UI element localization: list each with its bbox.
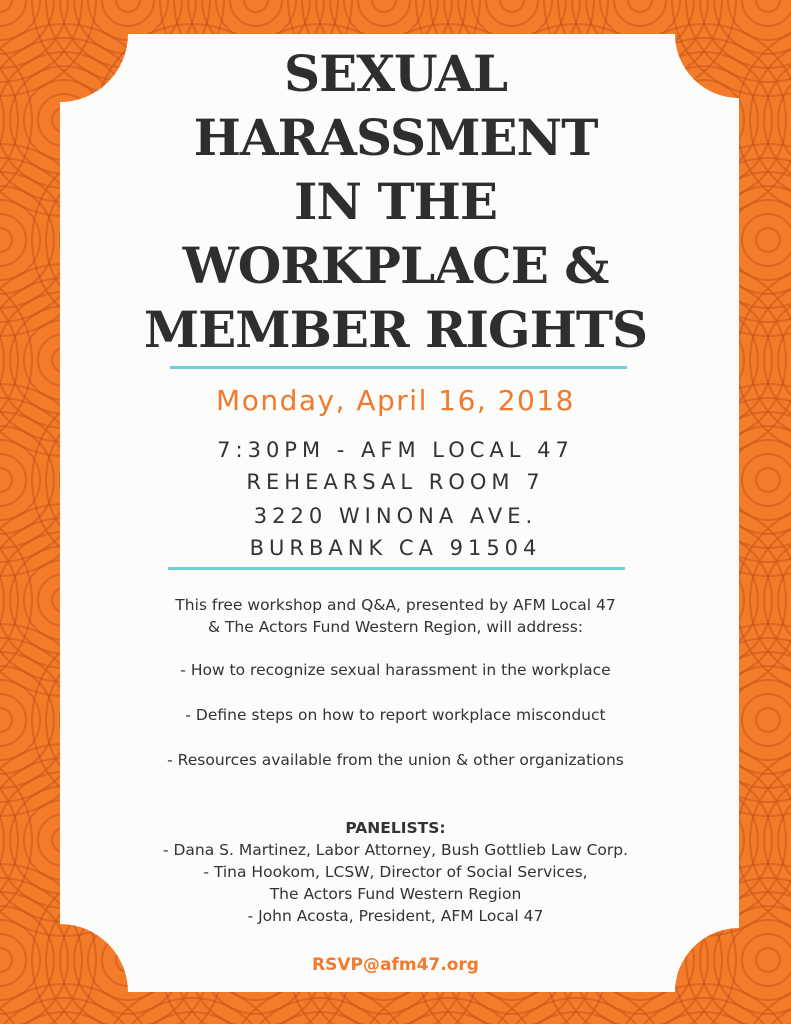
address-line-3: 3220 WINONA AVE. xyxy=(253,504,538,528)
point-recognize: - How to recognize sexual harassment in the workplace xyxy=(180,661,611,679)
panelist-line-1: - Dana S. Martinez, Labor Attorney, Bush Gottlieb Law Corp. xyxy=(162,841,629,859)
panelist-line-4: - John Acosta, President, AFM Local 47 xyxy=(247,907,544,925)
title-line-1: SEXUAL xyxy=(283,44,508,103)
address-line-1: 7:30PM - AFM LOCAL 47 xyxy=(217,438,574,462)
point-steps: - Define steps on how to report workplace misconduct xyxy=(185,706,606,724)
title-line-5: MEMBER RIGHTS xyxy=(143,300,648,359)
title-line-2: HARASSMENT xyxy=(193,108,598,167)
intro-line-1: This free workshop and Q&A, presented by AFM Local 47 xyxy=(175,596,616,614)
address-line-2: REHEARSAL ROOM 7 xyxy=(246,470,545,494)
intro-line-2: & The Actors Fund Western Region, will address: xyxy=(207,618,584,636)
event-date: Monday, April 16, 2018 xyxy=(216,384,575,417)
panelist-line-3: The Actors Fund Western Region xyxy=(269,885,522,903)
divider-top xyxy=(170,366,627,369)
rsvp-email-link[interactable]: RSVP@afm47.org xyxy=(312,955,479,975)
panelists-heading: PANELISTS: xyxy=(345,819,446,837)
point-resources: - Resources available from the union & other organizations xyxy=(167,751,624,769)
title-line-4: WORKPLACE & xyxy=(182,236,609,295)
address-line-4: BURBANK CA 91504 xyxy=(249,536,542,560)
divider-bottom xyxy=(168,567,625,570)
title-line-3: IN THE xyxy=(293,172,498,231)
panelist-line-2: - Tina Hookom, LCSW, Director of Social Services, xyxy=(203,863,588,881)
